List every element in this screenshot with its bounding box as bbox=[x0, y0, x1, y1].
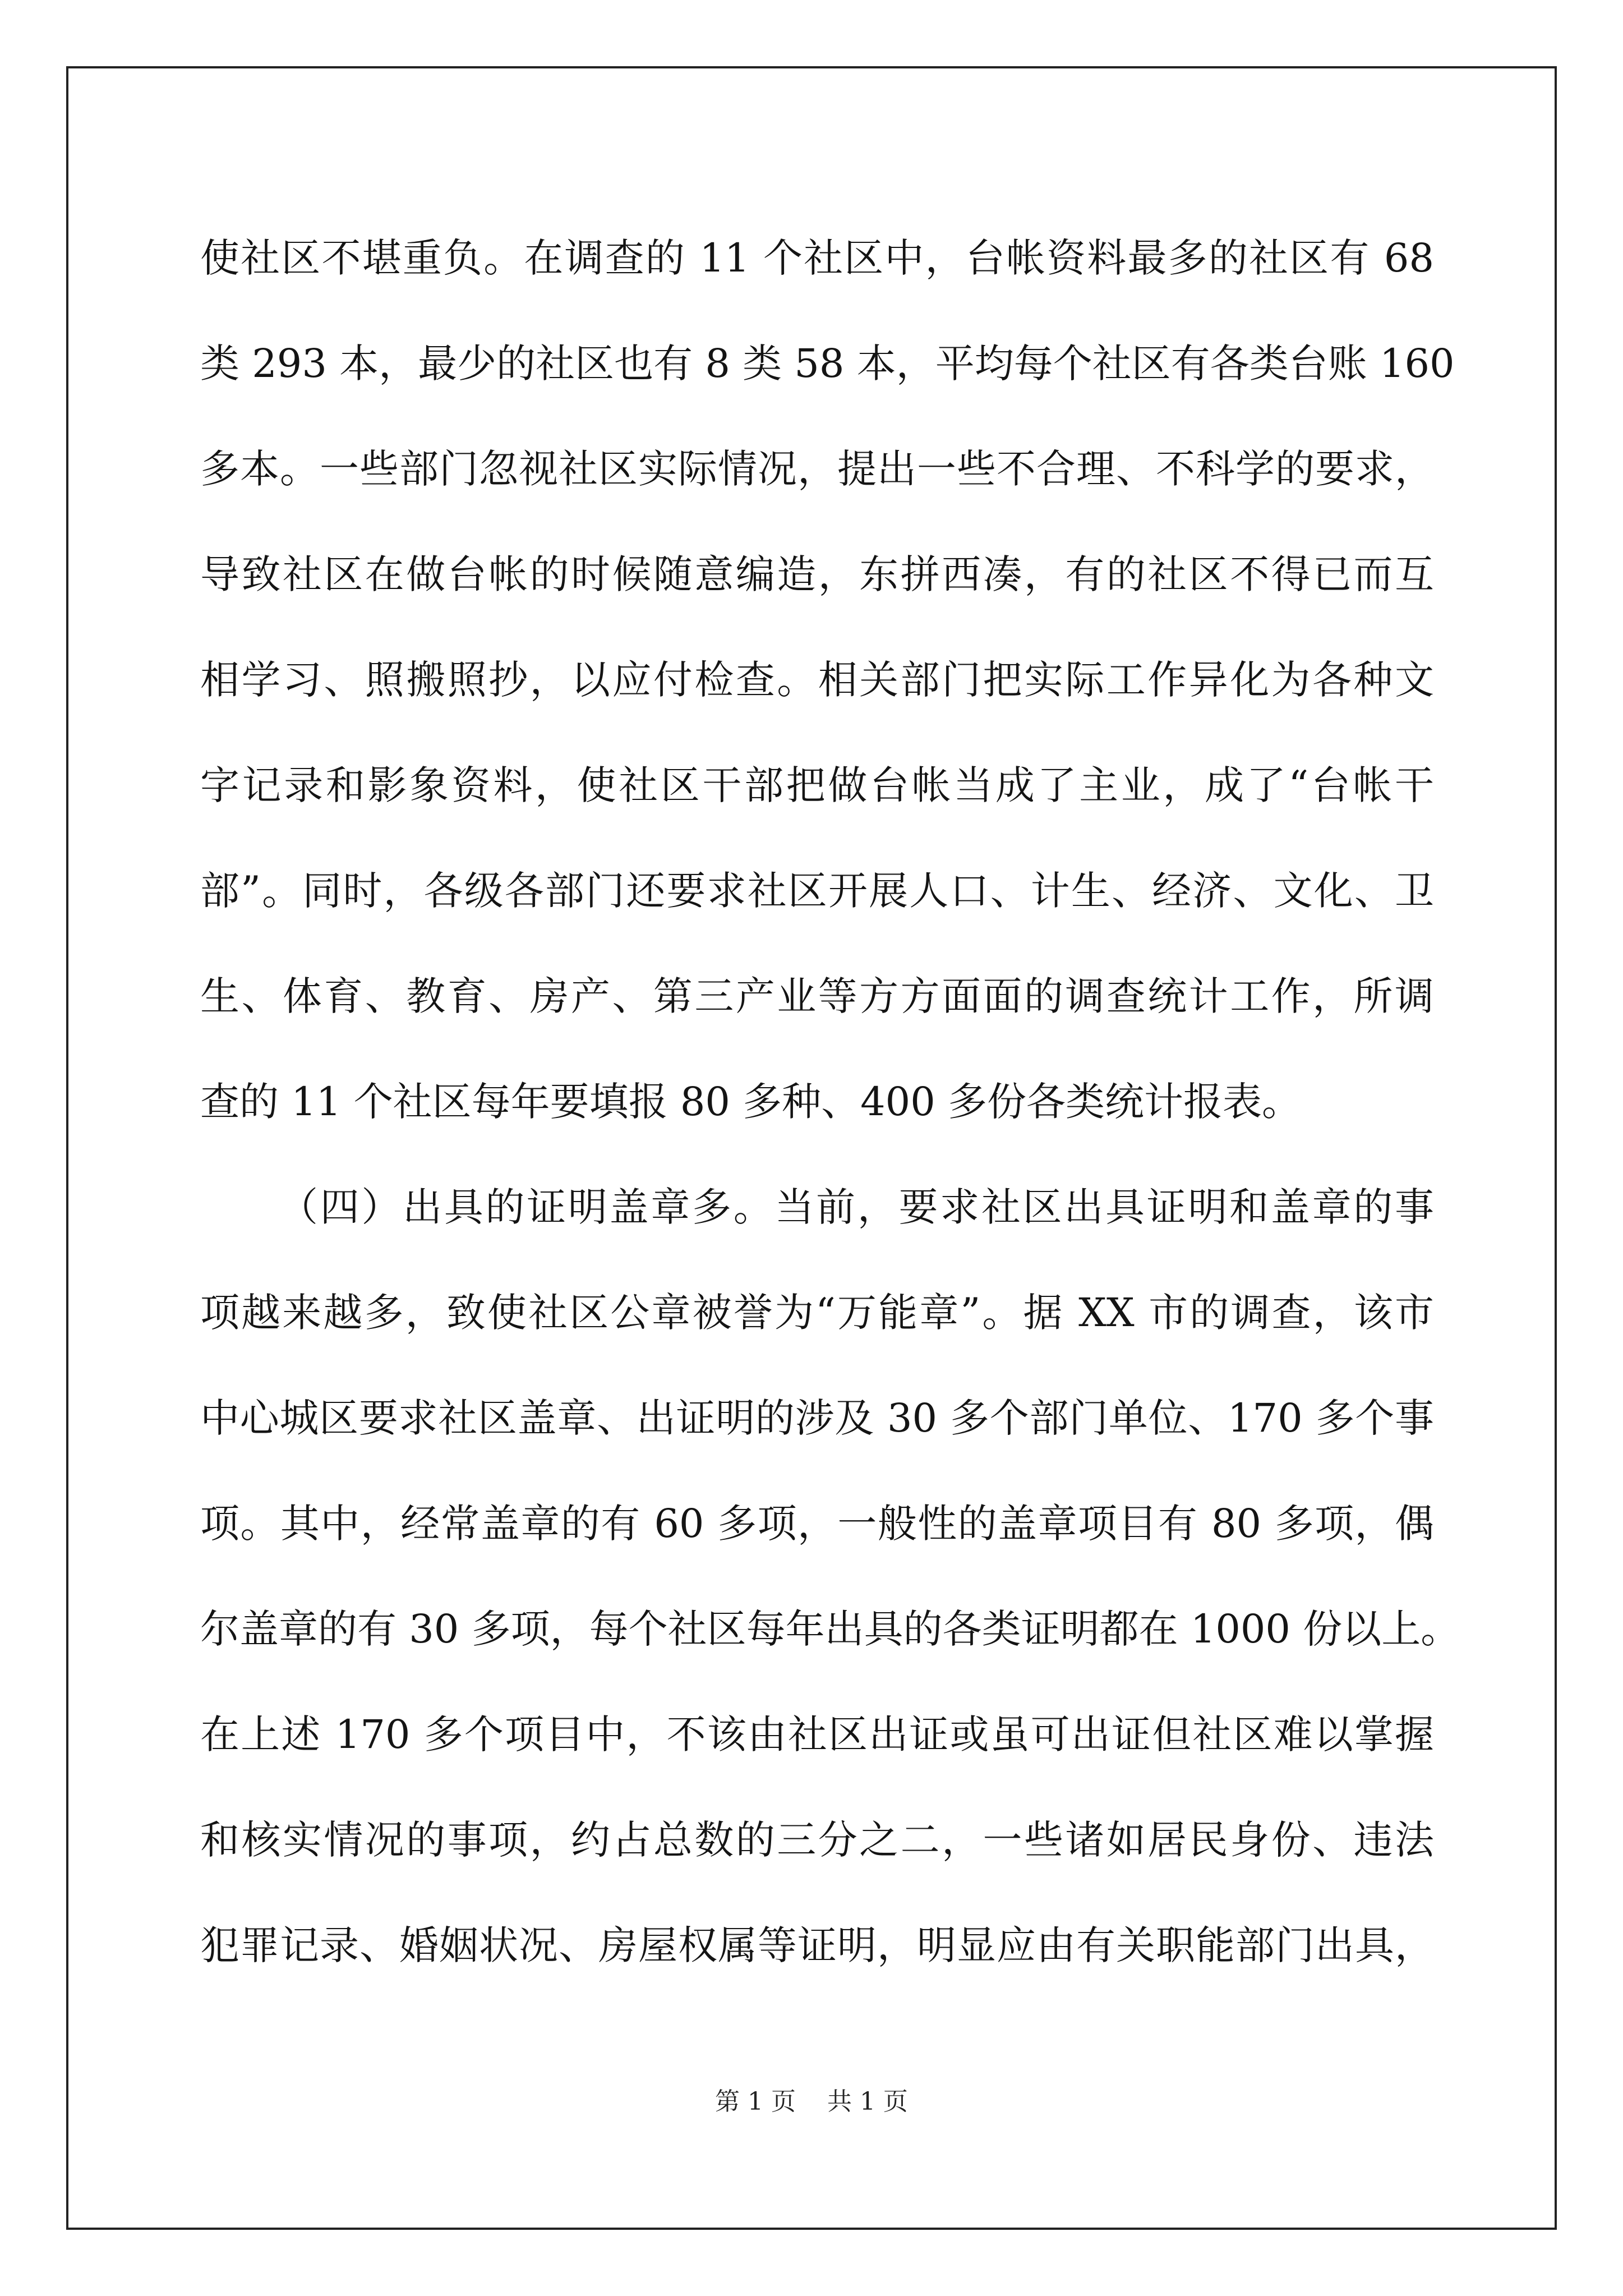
text-line: 尔盖章的有 30 多项，每个社区每年出具的各类证明都在 1000 份以上。 bbox=[200, 1606, 1460, 1652]
text-line: 字记录和影象资料，使社区干部把做台帐当成了主业，成了“台帐干 bbox=[200, 762, 1434, 808]
text-line: 多本。一些部门忽视社区实际情况，提出一些不合理、不科学的要求， bbox=[200, 446, 1434, 492]
document-body bbox=[200, 205, 1460, 1998]
section-heading-line: （四）出具的证明盖章多。当前，要求社区出具证明和盖章的事 bbox=[279, 1184, 1434, 1230]
text-line: 查的 11 个社区每年要填报 80 多种、400 多份各类统计报表。 bbox=[200, 1079, 1302, 1125]
text-line: 犯罪记录、婚姻状况、房屋权属等证明，明显应由有关职能部门出具， bbox=[200, 1922, 1434, 1968]
text-line: 和核实情况的事项，约占总数的三分之二，一些诸如居民身份、违法 bbox=[200, 1817, 1434, 1863]
page-footer: 第 1 页 共 1 页 bbox=[715, 2087, 908, 2116]
text-line: 相学习、照搬照抄，以应付检查。相关部门把实际工作异化为各种文 bbox=[200, 657, 1434, 703]
text-line: 类 293 本，最少的社区也有 8 类 58 本，平均每个社区有各类台账 160 bbox=[200, 341, 1455, 386]
text-line: 使社区不堪重负。在调查的 11 个社区中，台帐资料最多的社区有 68 bbox=[200, 235, 1434, 281]
text-line: 生、体育、教育、房产、第三产业等方方面面的调查统计工作，所调 bbox=[200, 973, 1434, 1019]
text-line: 中心城区要求社区盖章、出证明的涉及 30 多个部门单位、170 多个事 bbox=[200, 1395, 1434, 1441]
text-line: 项。其中，经常盖章的有 60 多项，一般性的盖章项目有 80 多项，偶 bbox=[200, 1501, 1434, 1547]
text-line: 导致社区在做台帐的时候随意编造，东拼西凑，有的社区不得已而互 bbox=[200, 551, 1434, 597]
text-line: 在上述 170 多个项目中，不该由社区出证或虽可出证但社区难以掌握 bbox=[200, 1711, 1434, 1757]
text-line: 部”。同时，各级各部门还要求社区开展人口、计生、经济、文化、卫 bbox=[200, 868, 1434, 914]
text-line: 项越来越多，致使社区公章被誉为“万能章”。据 XX 市的调查，该市 bbox=[200, 1290, 1434, 1336]
